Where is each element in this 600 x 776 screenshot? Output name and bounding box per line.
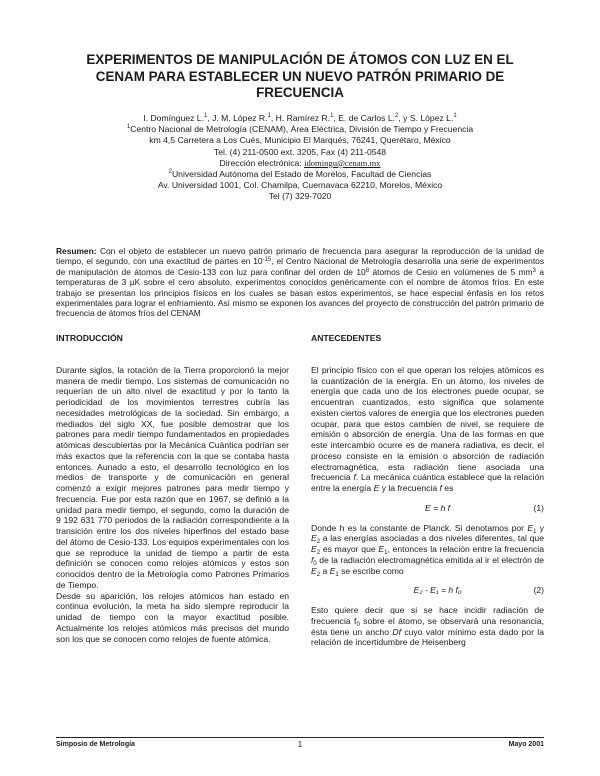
- antecedentes-paragraph-3: Esto quiere decir que si se hace incidir radiación de frecuencia $f_0$ sobre el átomo, se observará una resonancia, ésta tiene un ancho Df cuyo valor mínimo esta dado por la relación de incertidumbre de Heisenberg: [311, 605, 544, 648]
- footer-date: Mayo 2001: [508, 741, 544, 748]
- intro-paragraph-2: Desde su aparición, los relojes atómicos han estado en continua evolución, la meta ha sido siempre reproducir la unidad de tiempo con la mayor exactitud posible. Actualmente los relojes atómicos más precisos del mundo son los que se conocen como relojes de fuente atómica.: [56, 590, 289, 644]
- address-2: Av. Universidad 1001, Col. Chamilpa, Cuernavaca 62210, Morelos, México: [157, 180, 443, 191]
- phone-2: Tel (7) 329-7020: [268, 191, 332, 202]
- phone-1: Tel. (4) 211-0500 ext. 3205, Fax (4) 211-0548: [213, 146, 387, 157]
- email-line: Dirección electrónica: idomingu@cenam.mx: [219, 157, 381, 168]
- footer-rule: [56, 737, 544, 738]
- antecedentes-paragraph-1: El principio físico con el que operan los relojes atómicos es la cuantización de la energía. En un átomo, los niveles de energía que cada uno de los electrones puede ocupar, se encuentran cuantizados, esto significa que solamente existen ciertos valores de energía que los electrones pueden ocupar, para que estos cambien de nivel, se requiere de emisión o absorción de energía. Una de las formas en que este intercambio ocurre es de manera radiativa, es decir, el proceso consiste en la emisión o absorción de radiación electromagnética, esta radiación tiene asociada una frecuencia f. La mecánica cuántica establece que la relación entre la energía E y la frecuencia f es: [311, 364, 545, 493]
- equation-1: [311, 503, 544, 514]
- affiliation-1: $^1$Centro Nacional de Metrología (CENAM), Área Eléctrica, División de Tiempo y Frecuencia: [126, 124, 474, 135]
- intro-paragraph-1: Durante siglos, la rotación de la Tierra proporcionó la mejor manera de medir tiempo. Los sistemas de comunicación no requerían de un alto nivel de exactitud y por lo tanto la periodicidad de los movimientos terrestres cubría las necesidades metrológicas de la sociedad. Sin embargo, a mediados del siglo XX, fue posible demostrar que los patrones para medir tiempo fundamentados en propiedades atómicas descubiertas por la Mecánica Cuántica podrían ser más exactos que la referencia con la que se contaba hasta entonces. Aunado a esto, el desarrollo tecnológico en los medios de transporte y de comunicación en general comenzó a exigir mejores patrones para medir tiempo y frecuencia. Fue por esta razón que en 1967, se definió a la unidad para medir tiempo, el segundo, como la duración de 9 192 631 770 periodos de la radiación correspondiente a la transición entre los dos niveles hiperfinos del estado base del átomo de Cesio-133. Los equipos experimentales con los que se reproduce la unidad de tiempo a partir de esta definición se conocen como relojes atómicos y estos son conocidos dentro de la Metrología como Patrones Primarios de Tiempo.: [56, 364, 289, 590]
- author-block: [60, 113, 540, 203]
- left-column: [56, 333, 289, 644]
- abstract: Resumen: Con el objeto de establecer un nuevo patrón primario de frecuencia para asegurar la reproducción de la unidad de tiempo, el segundo, con una exactitud de partes en $10^{-15}$, el Centro Nacional de Metrología desarrolla una serie de experimentos de manipulación de átomos de Cesio-133 con luz para confinar del orden de $10^8$ átomos de Cesio en volúmenes de 5 $mm^3$ a temperaturas de 3 µK sobre el cero absoluto, experimentos conocidos genéricamente con el nombre de átomos fríos. En este trabajo se presentan los principios físicos en los cuales se basan estos experimentos, se hace especial énfasis en los retos experimentales para lograr el enfriamiento. Así mismo se exponen los avances del proyecto de construcción del patrón primario de frecuencia de átomos fríos del CENAM: [56, 246, 545, 319]
- abstract-label: Resumen:: [56, 246, 97, 256]
- equation-1-expression: E = h f: [424, 502, 451, 513]
- footer-page-number: 1: [297, 740, 303, 749]
- section-heading-introduccion: INTRODUCCIÓN: [56, 333, 123, 343]
- antecedentes-paragraph-2: Donde h es la constante de Planck. Si denotamos por $E_1$ y $E_2$ a las energías asociadas a dos niveles diferentes, tal que $E_2$ es mayor que $E_1$, entonces la relación entre la frecuencia $f_0$ de la radiación electromagnética emitida al ir el electrón de $E_2$ a $E_1$ se escribe como: [311, 522, 544, 578]
- equation-1-number: (1): [533, 502, 544, 513]
- section-heading-antecedentes: ANTECEDENTES: [311, 333, 382, 343]
- equation-2-number: (2): [533, 585, 544, 596]
- paper-title: EXPERIMENTOS DE MANIPULACIÓN DE ÁTOMOS CON LUZ EN EL CENAM PARA ESTABLECER UN NUEVO PATRÓN PRIMARIO DE FRECUENCIA: [86, 52, 514, 100]
- equation-2: [311, 585, 544, 596]
- footer-conference: Simposio de Metrología: [56, 741, 135, 748]
- right-column: [311, 333, 544, 648]
- equation-2-expression: E₂ - E₁ = h f₀: [413, 585, 462, 596]
- address-1: km 4,5 Carretera a Los Cués, Municipio El Marqués, 76241, Querétaro, México: [149, 135, 451, 146]
- author-list: I. Domínguez L.$^1$, J. M. López R.$^1$, H. Ramírez R.$^1$, E. de Carlos L.$^2$, y S. López L.$^1$: [143, 113, 457, 123]
- email-link[interactable]: idomingu@cenam.mx: [304, 157, 381, 168]
- affiliation-2: $^2$Universidad Autónoma del Estado de Morelos, Facultad de Ciencias: [168, 169, 432, 180]
